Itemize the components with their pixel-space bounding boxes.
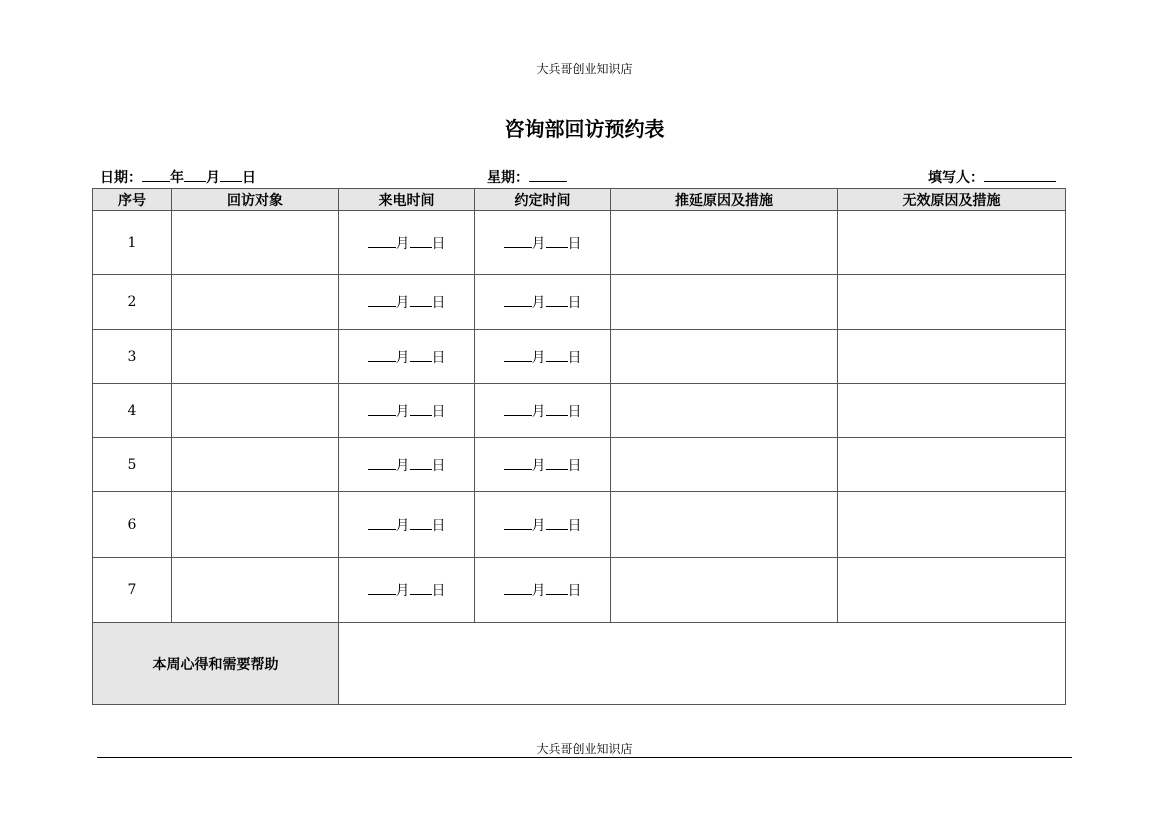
day-word: 日: [431, 457, 446, 474]
invalid-reason-cell[interactable]: [838, 330, 1066, 384]
row-serial: 2: [93, 275, 172, 330]
month-word: 月: [395, 517, 410, 534]
month-blank[interactable]: [368, 292, 396, 307]
month-word: 月: [531, 517, 546, 534]
month-blank[interactable]: [368, 455, 396, 470]
day-blank[interactable]: [410, 233, 432, 248]
appointment-time-cell[interactable]: [475, 492, 611, 558]
visit-target-cell[interactable]: [172, 211, 339, 275]
delay-reason-cell[interactable]: [611, 492, 838, 558]
month-blank[interactable]: [504, 233, 532, 248]
month-blank[interactable]: [504, 292, 532, 307]
call-time-cell[interactable]: [339, 438, 475, 492]
footer-divider: [97, 757, 1072, 758]
month-word: 月: [395, 457, 410, 474]
day-word: 日: [431, 517, 446, 534]
appointment-table: [92, 188, 1066, 705]
delay-reason-cell[interactable]: [611, 558, 838, 623]
day-word: 日: [567, 583, 582, 599]
week-label: 星期：: [487, 170, 529, 186]
row-serial: 1: [93, 211, 172, 275]
year-label: 年: [170, 170, 184, 186]
page-footer: 大兵哥创业知识店: [536, 742, 633, 756]
day-word: 日: [431, 403, 446, 420]
header-delay-reason: 推延原因及措施: [611, 189, 838, 211]
month-word: 月: [531, 235, 546, 252]
summary-label: 本周心得和需要帮助: [93, 623, 339, 705]
table-row: [93, 330, 1066, 384]
day-word: 日: [431, 349, 446, 366]
day-word: 日: [431, 583, 446, 599]
day-blank[interactable]: [410, 347, 432, 362]
header-serial: 序号: [93, 189, 172, 211]
call-time-cell[interactable]: [339, 558, 475, 623]
invalid-reason-cell[interactable]: [838, 492, 1066, 558]
summary-row: [93, 623, 1066, 705]
month-word: 月: [395, 403, 410, 420]
invalid-reason-cell[interactable]: [838, 211, 1066, 275]
page-header: 大兵哥创业知识店: [536, 62, 633, 76]
day-word: 日: [567, 349, 582, 366]
month-word: 月: [395, 583, 410, 599]
date-label: 日期：: [100, 170, 142, 186]
appointment-time-cell[interactable]: [475, 384, 611, 438]
day-blank[interactable]: [546, 401, 568, 416]
day-word: 日: [567, 235, 582, 252]
invalid-reason-cell[interactable]: [838, 275, 1066, 330]
month-blank[interactable]: [368, 233, 396, 248]
filler-label: 填写人：: [928, 170, 984, 186]
header-visit-target: 回访对象: [172, 189, 339, 211]
month-word: 月: [531, 403, 546, 420]
date-field: [100, 167, 256, 187]
day-word: 日: [567, 517, 582, 534]
row-serial: 4: [93, 384, 172, 438]
visit-target-cell[interactable]: [172, 492, 339, 558]
delay-reason-cell[interactable]: [611, 384, 838, 438]
day-blank[interactable]: [546, 580, 568, 595]
table-header-row: [93, 189, 1066, 211]
week-field: [487, 167, 567, 187]
day-word: 日: [567, 403, 582, 420]
day-word: 日: [567, 457, 582, 474]
info-row: [100, 167, 1056, 187]
delay-reason-cell[interactable]: [611, 330, 838, 384]
table-row: [93, 492, 1066, 558]
table-row: [93, 275, 1066, 330]
month-word: 月: [395, 295, 410, 311]
row-serial: 5: [93, 438, 172, 492]
appointment-time-cell[interactable]: [475, 438, 611, 492]
call-time-cell[interactable]: [339, 384, 475, 438]
day-word: 日: [567, 295, 582, 311]
month-word: 月: [531, 349, 546, 366]
month-blank[interactable]: [368, 347, 396, 362]
appointment-time-cell[interactable]: [475, 275, 611, 330]
day-word: 日: [431, 295, 446, 311]
month-blank[interactable]: [368, 515, 396, 530]
row-serial: 3: [93, 330, 172, 384]
table-row: [93, 558, 1066, 623]
table-row: [93, 211, 1066, 275]
header-call-time: 来电时间: [339, 189, 475, 211]
day-blank[interactable]: [546, 233, 568, 248]
row-serial: 7: [93, 558, 172, 623]
day-blank[interactable]: [410, 292, 432, 307]
month-blank[interactable]: [504, 580, 532, 595]
day-blank[interactable]: [220, 167, 242, 182]
visit-target-cell[interactable]: [172, 330, 339, 384]
header-invalid-reason: 无效原因及措施: [838, 189, 1066, 211]
invalid-reason-cell[interactable]: [838, 384, 1066, 438]
day-blank[interactable]: [410, 455, 432, 470]
call-time-cell[interactable]: [339, 330, 475, 384]
document-title: 咨询部回访预约表: [504, 117, 665, 141]
filler-blank[interactable]: [984, 167, 1056, 182]
summary-field[interactable]: [339, 623, 1066, 705]
table-row: [93, 438, 1066, 492]
month-blank[interactable]: [184, 167, 206, 182]
day-blank[interactable]: [410, 401, 432, 416]
month-blank[interactable]: [368, 401, 396, 416]
visit-target-cell[interactable]: [172, 558, 339, 623]
month-word: 月: [395, 349, 410, 366]
day-label: 日: [242, 170, 256, 186]
month-word: 月: [531, 583, 546, 599]
invalid-reason-cell[interactable]: [838, 438, 1066, 492]
week-blank[interactable]: [529, 167, 567, 182]
month-blank[interactable]: [504, 401, 532, 416]
table-row: [93, 384, 1066, 438]
month-blank[interactable]: [504, 455, 532, 470]
call-time-cell[interactable]: [339, 492, 475, 558]
delay-reason-cell[interactable]: [611, 275, 838, 330]
month-word: 月: [531, 457, 546, 474]
call-time-cell[interactable]: [339, 275, 475, 330]
filler-field: [928, 167, 1056, 187]
month-word: 月: [531, 295, 546, 311]
visit-target-cell[interactable]: [172, 384, 339, 438]
day-blank[interactable]: [410, 515, 432, 530]
appointment-time-cell[interactable]: [475, 330, 611, 384]
invalid-reason-cell[interactable]: [838, 558, 1066, 623]
delay-reason-cell[interactable]: [611, 438, 838, 492]
appointment-time-cell[interactable]: [475, 558, 611, 623]
visit-target-cell[interactable]: [172, 275, 339, 330]
header-appointment-time: 约定时间: [475, 189, 611, 211]
appointment-time-cell[interactable]: [475, 211, 611, 275]
day-word: 日: [431, 235, 446, 252]
month-blank[interactable]: [504, 515, 532, 530]
visit-target-cell[interactable]: [172, 438, 339, 492]
day-blank[interactable]: [410, 580, 432, 595]
call-time-cell[interactable]: [339, 211, 475, 275]
day-blank[interactable]: [546, 347, 568, 362]
month-label: 月: [206, 170, 220, 186]
year-blank[interactable]: [142, 167, 170, 182]
month-blank[interactable]: [504, 347, 532, 362]
row-serial: 6: [93, 492, 172, 558]
day-blank[interactable]: [546, 292, 568, 307]
month-word: 月: [395, 235, 410, 252]
day-blank[interactable]: [546, 515, 568, 530]
day-blank[interactable]: [546, 455, 568, 470]
delay-reason-cell[interactable]: [611, 211, 838, 275]
month-blank[interactable]: [368, 580, 396, 595]
